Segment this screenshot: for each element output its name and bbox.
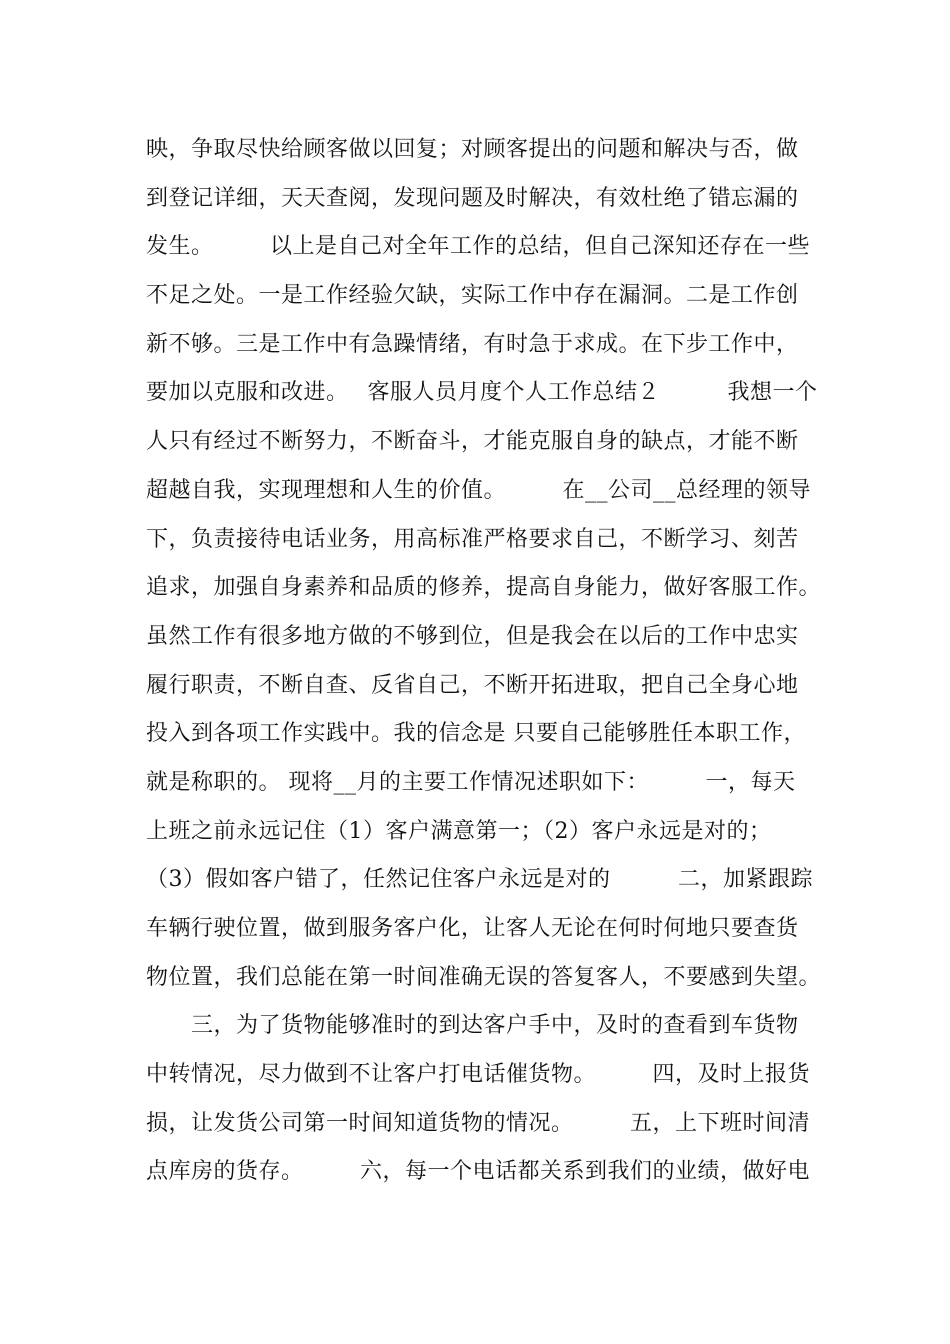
text-line: 到登记详细，天天查阅，发现问题及时解决，有效杜绝了错忘漏的 xyxy=(146,185,799,211)
text-line: 履行职责，不断自查、反省自己，不断开拓进取，把自己全身心地 xyxy=(146,672,799,698)
text-line: 发生。 以上是自己对全年工作的总结，但自己深知还存在一些 xyxy=(146,234,811,260)
text-line: 追求，加强自身素养和品质的修养，提高自身能力，做好客服工作。 xyxy=(146,575,822,601)
text-line: 中转情况，尽力做到不让客户打电话催货物。 四，及时上报货 xyxy=(146,1062,811,1088)
text-line: 点库房的货存。 六，每一个电话都关系到我们的业绩，做好电 xyxy=(146,1159,811,1185)
text-line: 损，让发货公司第一时间知道货物的情况。 五，上下班时间清 xyxy=(146,1110,811,1136)
text-line: 超越自我，实现理想和人生的价值。 在__公司__总经理的领导 xyxy=(146,477,812,503)
text-line: 投入到各项工作实践中。我的信念是 只要自己能够胜任本职工作， xyxy=(146,721,806,747)
text-line: 映，争取尽快给顾客做以回复；对顾客提出的问题和解决与否，做 xyxy=(146,137,799,162)
text-line: 虽然工作有很多地方做的不够到位，但是我会在以后的工作中忠实 xyxy=(146,623,799,649)
text-line: （3）假如客户错了，任然记住客户永远是对的 二，加紧跟踪 xyxy=(146,867,813,893)
text-line: 就是称职的。 现将__月的主要工作情况述职如下： 一，每天 xyxy=(146,769,796,795)
text-line: 车辆行驶位置，做到服务客户化，让客人无论在何时何地只要查货 xyxy=(146,916,799,941)
text-line: 新不够。三是工作中有急躁情绪，有时急于求成。在下步工作中， xyxy=(146,331,799,357)
text-line: 不足之处。一是工作经验欠缺，实际工作中存在漏洞。二是工作创 xyxy=(146,283,799,309)
text-line: 上班之前永远记住（1）客户满意第一；（2）客户永远是对的； xyxy=(146,818,772,844)
text-line: 要加以克服和改进。 客服人员月度个人工作总结２ 我想一个 xyxy=(146,380,818,406)
text-line: 人只有经过不断努力，不断奋斗，才能克服自身的缺点，才能不断 xyxy=(146,429,799,455)
text-line: 物位置，我们总能在第一时间准确无误的答复客人，不要感到失望。 xyxy=(146,964,822,990)
text-line: 三，为了货物能够准时的到达客户手中，及时的查看到车货物 xyxy=(146,1013,799,1039)
document-body xyxy=(146,126,826,1197)
text-line: 下，负责接待电话业务，用高标准严格要求自己，不断学习、刻苦 xyxy=(146,526,799,552)
